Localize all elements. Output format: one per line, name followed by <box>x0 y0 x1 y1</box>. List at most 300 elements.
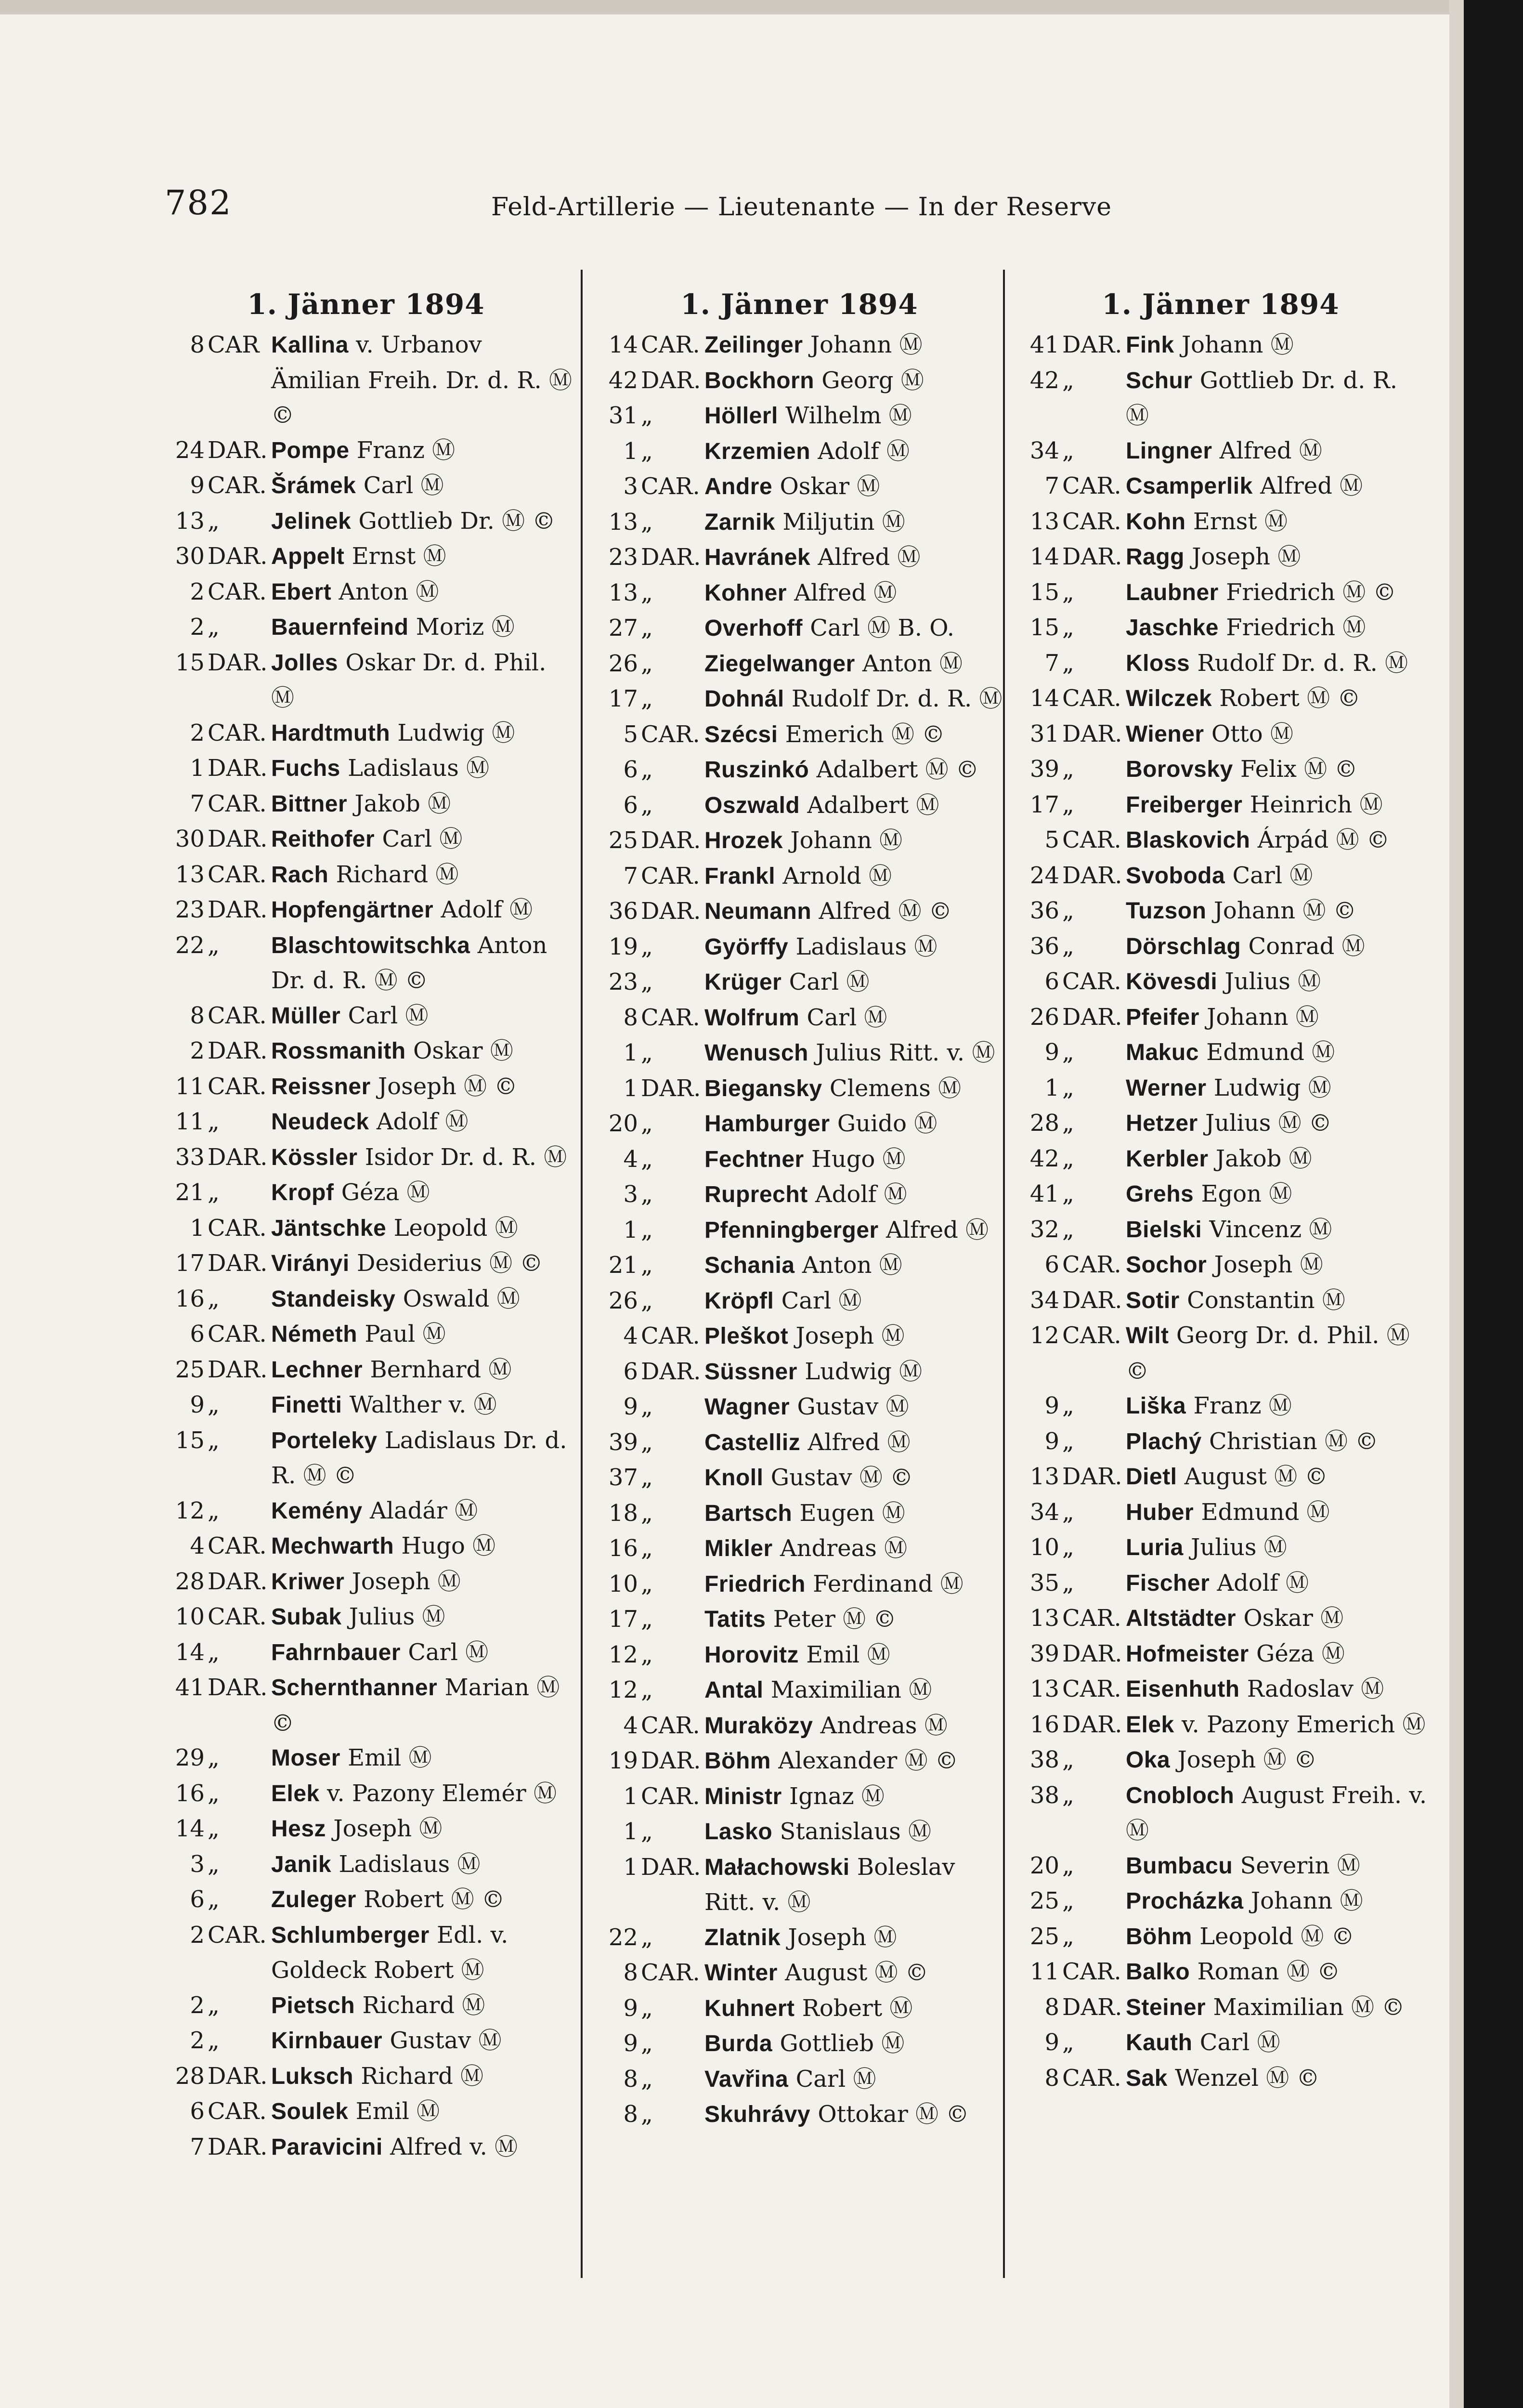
entry-number: 4 <box>623 1322 638 1349</box>
entry-surname: Mikler <box>704 1536 773 1561</box>
entry-surname: Csamperlik <box>1126 473 1253 499</box>
entry-text <box>265 1104 573 1140</box>
entry-number: 41 <box>1029 331 1059 358</box>
entry-details: Johann Ⓜ <box>810 331 923 358</box>
entry-surname: Cnobloch <box>1126 1782 1235 1808</box>
list-item <box>1014 1247 1428 1283</box>
entry-surname: Svoboda <box>1126 863 1225 889</box>
entry-unit: „ <box>1062 1427 1074 1455</box>
entry-number: 13 <box>1029 1463 1059 1490</box>
entry-surname: Ministr <box>704 1783 782 1809</box>
entry-unit: „ <box>208 1497 220 1524</box>
entry-details: Johann Ⓜ <box>790 827 903 854</box>
list-item <box>592 1496 1006 1531</box>
entry-number: 6 <box>623 1358 638 1385</box>
entry-surname: Neumann <box>704 899 812 924</box>
list-item <box>1014 1318 1428 1388</box>
entry-text <box>1120 1388 1428 1424</box>
entry-unit: „ <box>641 1428 653 1456</box>
list-item <box>1014 787 1428 823</box>
entry-text <box>265 2059 573 2094</box>
entry-text <box>1120 1530 1428 1566</box>
entry-number: 6 <box>190 2098 205 2125</box>
entry-text <box>699 2062 1006 2097</box>
entry-surname: Appelt <box>271 544 345 569</box>
entry-number: 6 <box>623 791 638 819</box>
list-item <box>159 645 573 716</box>
list-item <box>159 1882 573 1918</box>
entry-unit: „ <box>641 1641 653 1668</box>
list-item <box>159 1104 573 1140</box>
entry-surname: Małachowski <box>704 1854 850 1880</box>
entry-details: Felix Ⓜ © <box>1240 756 1358 783</box>
entry-number: 26 <box>1029 1003 1059 1031</box>
list-item <box>592 646 1006 682</box>
entry-text <box>1120 2025 1428 2061</box>
entry-number: 31 <box>1029 720 1059 747</box>
entry-details: Robert Ⓜ <box>802 1994 913 2022</box>
entry-text <box>1120 929 1428 965</box>
entry-unit: „ <box>208 1108 220 1135</box>
entry-unit: „ <box>1062 1534 1074 1561</box>
entry-surname: Soulek <box>271 2099 349 2124</box>
entry-surname: Kuhnert <box>704 1995 795 2021</box>
list-item <box>159 822 573 857</box>
entry-text <box>1120 1459 1428 1495</box>
list-item <box>592 1177 1006 1213</box>
entry-text <box>265 1493 573 1529</box>
entry-surname: Blaschtowitschka <box>271 932 470 958</box>
entry-text <box>699 1637 1006 1673</box>
entry-number: 13 <box>608 579 638 606</box>
column-3 <box>1014 284 1428 2096</box>
entry-details: Carl Ⓜ <box>795 2065 876 2093</box>
list-item <box>1014 858 1428 894</box>
list-item <box>592 717 1006 753</box>
entry-unit: DAR. <box>1062 862 1122 889</box>
entry-surname: Balko <box>1126 1959 1190 1985</box>
entry-text <box>265 1211 573 1246</box>
entry-surname: Schernthanner <box>271 1675 438 1701</box>
entry-details: Ludwig Ⓜ <box>1213 1074 1331 1101</box>
entry-number: 9 <box>1044 2029 1059 2056</box>
entry-details: Adolf Ⓜ <box>376 1108 469 1135</box>
entry-surname: Hrozek <box>704 828 783 853</box>
entry-details: Joseph Ⓜ <box>1192 543 1301 570</box>
column-rule-1 <box>581 270 583 2278</box>
list-item <box>592 1920 1006 1956</box>
entry-number: 12 <box>608 1676 638 1703</box>
list-item <box>592 1531 1006 1567</box>
entry-surname: Ziegelwanger <box>704 651 855 677</box>
entry-surname: Friedrich <box>704 1571 806 1597</box>
entry-text <box>699 398 1006 434</box>
entry-surname: Wiener <box>1126 721 1204 747</box>
entry-text <box>699 540 1006 576</box>
entry-text <box>265 1423 573 1493</box>
page-edge-dark <box>1464 0 1523 2408</box>
entry-unit: DAR. <box>208 1568 268 1595</box>
entry-unit: DAR. <box>641 1747 701 1774</box>
entry-surname: Steiner <box>1126 1994 1206 2020</box>
entry-unit: „ <box>641 685 653 712</box>
entry-surname: Bartsch <box>704 1500 793 1526</box>
entry-number: 22 <box>175 931 205 959</box>
entry-surname: Sak <box>1126 2065 1168 2091</box>
entry-surname: Jaschke <box>1126 615 1219 641</box>
entry-surname: Elek <box>271 1780 320 1806</box>
entry-text <box>699 1602 1006 1637</box>
entry-text <box>265 1317 573 1352</box>
entry-text <box>265 2130 573 2165</box>
list-item <box>592 1673 1006 1708</box>
entry-text <box>1120 1672 1428 1707</box>
entry-details: Julius Ⓜ <box>1191 1534 1287 1561</box>
entry-text <box>699 1743 1006 1779</box>
entry-text <box>1120 1707 1428 1743</box>
entry-details: Ignaz Ⓜ <box>789 1782 885 1810</box>
list-item <box>1014 363 1428 433</box>
entry-surname: Burda <box>704 2031 773 2056</box>
entry-number: 11 <box>175 1073 205 1100</box>
entry-surname: Liška <box>1126 1393 1186 1419</box>
running-head: Feld-Artillerie — Lieutenante — In der Reserve <box>491 193 1112 222</box>
entry-surname: Porteleky <box>271 1427 377 1453</box>
entry-number: 17 <box>1029 791 1059 818</box>
entry-details: Carl Ⓜ <box>781 1287 862 1314</box>
entry-number: 36 <box>608 898 638 925</box>
list-item <box>592 505 1006 540</box>
column-2 <box>592 284 1006 2133</box>
entry-unit: DAR. <box>208 1356 268 1383</box>
entry-details: Richard Ⓜ <box>362 1991 485 2019</box>
entry-number: 1 <box>623 1074 638 1102</box>
entry-surname: Lechner <box>271 1357 363 1383</box>
entry-text <box>699 1567 1006 1602</box>
entry-text <box>699 1389 1006 1425</box>
entry-text <box>265 822 573 857</box>
entry-number: 42 <box>1029 1145 1059 1172</box>
list-item <box>159 892 573 928</box>
list-item <box>1014 1778 1428 1848</box>
entry-details: Christian Ⓜ © <box>1209 1427 1379 1455</box>
entry-surname: Fahrnbauer <box>271 1639 401 1665</box>
entry-number: 38 <box>1029 1781 1059 1809</box>
entry-text <box>1120 646 1428 681</box>
entry-unit: „ <box>641 1145 653 1173</box>
entry-surname: Hardtmuth <box>271 720 391 746</box>
entry-details: Carl Ⓜ <box>807 1004 887 1031</box>
entry-unit: „ <box>1062 1852 1074 1879</box>
entry-surname: Höllerl <box>704 403 778 429</box>
entry-unit: „ <box>1062 614 1074 641</box>
entry-unit: DAR. <box>1062 1286 1122 1314</box>
list-item <box>1014 469 1428 504</box>
entry-number: 37 <box>608 1464 638 1491</box>
entry-details: Friedrich Ⓜ © <box>1226 578 1396 606</box>
entry-text <box>265 2094 573 2130</box>
entry-details: Maximilian Ⓜ © <box>1213 1993 1405 2021</box>
entry-text <box>265 1918 573 1988</box>
entry-unit: CAR. <box>641 331 700 358</box>
list-item <box>159 539 573 575</box>
entry-unit: CAR. <box>1062 508 1121 535</box>
entry-unit: CAR. <box>1062 685 1121 712</box>
entry-surname: Werner <box>1126 1075 1207 1101</box>
entry-unit: „ <box>1062 1781 1074 1809</box>
entry-text <box>1120 1742 1428 1778</box>
entry-number: 6 <box>1044 968 1059 995</box>
entry-number: 25 <box>608 827 638 854</box>
entry-text <box>1120 610 1428 646</box>
entry-surname: Makuc <box>1126 1040 1199 1065</box>
entry-surname: Hesz <box>271 1816 326 1842</box>
entry-text <box>699 1850 1006 1920</box>
list-item <box>1014 1495 1428 1531</box>
entry-text <box>265 786 573 822</box>
entry-surname: Pietsch <box>271 1992 355 2018</box>
entry-number: 31 <box>608 402 638 429</box>
entry-details: Alfred Ⓜ <box>818 544 921 571</box>
entry-text <box>1120 504 1428 540</box>
entry-details: Guido Ⓜ <box>837 1110 937 1137</box>
list-item <box>1014 1919 1428 1955</box>
column-heading: 1. Jänner 1894 <box>1102 288 1340 321</box>
entry-number: 7 <box>1044 649 1059 677</box>
entry-text <box>699 788 1006 824</box>
entry-text <box>1120 1000 1428 1035</box>
entry-number: 14 <box>175 1815 205 1842</box>
entry-unit: DAR. <box>1062 1463 1122 1490</box>
entry-surname: Biegansky <box>704 1075 822 1101</box>
entry-unit: CAR. <box>641 1782 700 1810</box>
entry-text <box>265 998 573 1034</box>
entry-surname: Kallina <box>271 332 349 358</box>
entry-details: Anton Ⓜ <box>802 1252 902 1279</box>
entry-number: 7 <box>1044 472 1059 499</box>
entry-list <box>1014 327 1428 2096</box>
entry-details: Carl Ⓜ <box>348 1002 429 1029</box>
entry-text <box>1120 752 1428 787</box>
entry-surname: Kohner <box>704 580 787 606</box>
entry-unit: CAR. <box>641 1004 700 1031</box>
list-item <box>1014 681 1428 717</box>
entry-details: Gustav Ⓜ <box>797 1393 909 1420</box>
entry-text <box>265 857 573 893</box>
list-item <box>159 1282 573 1317</box>
entry-details: Adalbert Ⓜ © <box>816 756 979 783</box>
entry-surname: Hetzer <box>1126 1111 1198 1136</box>
entry-details: Robert Ⓜ © <box>364 1886 505 1913</box>
list-item <box>159 716 573 751</box>
entry-text <box>265 610 573 645</box>
entry-details: Géza Ⓜ <box>341 1179 430 1206</box>
entry-unit: DAR. <box>641 1853 701 1881</box>
entry-surname: Ragg <box>1126 544 1185 570</box>
entry-details: Wilhelm Ⓜ <box>785 402 912 429</box>
entry-unit: CAR. <box>1062 1322 1121 1349</box>
entry-surname: Havránek <box>704 545 811 570</box>
entry-details: Bernhard Ⓜ <box>370 1356 512 1383</box>
entry-list <box>159 327 573 2165</box>
entry-text <box>699 363 1006 399</box>
entry-number: 1 <box>623 437 638 465</box>
entry-details: Ferdinand Ⓜ <box>813 1570 963 1597</box>
entry-unit: DAR. <box>641 544 701 571</box>
list-item <box>1014 433 1428 469</box>
entry-details: Ludwig Ⓜ <box>805 1358 923 1385</box>
page-number: 782 <box>165 183 232 222</box>
entry-unit: CAR. <box>208 1073 267 1100</box>
entry-number: 35 <box>1029 1569 1059 1597</box>
entry-surname: Kössler <box>271 1144 358 1170</box>
list-item <box>159 2023 573 2059</box>
entry-details: Ladislaus Ⓜ <box>795 933 937 960</box>
page-edge-top <box>0 0 1523 14</box>
entry-surname: Standeisky <box>271 1286 396 1312</box>
entry-number: 25 <box>175 1356 205 1383</box>
entry-text <box>699 646 1006 682</box>
list-item <box>592 1000 1006 1036</box>
entry-surname: Jelinek <box>271 508 351 534</box>
entry-surname: Hamburger <box>704 1111 830 1137</box>
entry-unit: „ <box>208 1780 220 1807</box>
entry-surname: Laubner <box>1126 579 1219 605</box>
entry-text <box>265 504 573 539</box>
column-heading: 1. Jänner 1894 <box>680 288 918 321</box>
entry-surname: Elek <box>1126 1712 1174 1738</box>
list-item <box>1014 1636 1428 1672</box>
entry-surname: Castelliz <box>704 1429 801 1455</box>
entry-details: Isidor Dr. d. R. Ⓜ <box>364 1143 567 1171</box>
entry-number: 2 <box>190 719 205 746</box>
entry-number: 13 <box>175 507 205 535</box>
entry-text <box>699 717 1006 753</box>
entry-number: 8 <box>1044 1993 1059 2021</box>
entry-details: Georg Dr. d. Phil. Ⓜ © <box>1126 1322 1410 1385</box>
entry-number: 34 <box>1029 1498 1059 1526</box>
entry-surname: Reissner <box>271 1073 371 1099</box>
entry-text <box>1120 539 1428 575</box>
entry-surname: Lingner <box>1126 438 1212 464</box>
entry-number: 8 <box>190 1002 205 1029</box>
entry-number: 26 <box>608 650 638 677</box>
entry-surname: Borovsky <box>1126 757 1233 782</box>
list-item <box>592 788 1006 824</box>
entry-text <box>1120 1283 1428 1319</box>
entry-surname: Wagner <box>704 1394 790 1420</box>
entry-number: 10 <box>1029 1534 1059 1561</box>
entry-surname: Paravicini <box>271 2134 383 2160</box>
entry-unit: „ <box>641 1606 653 1633</box>
entry-text <box>265 1811 573 1847</box>
entry-text <box>265 575 573 610</box>
list-item <box>592 1602 1006 1637</box>
entry-text <box>1120 575 1428 611</box>
entry-text <box>699 894 1006 929</box>
entry-unit: „ <box>641 1994 653 2022</box>
entry-number: 25 <box>1029 1887 1059 1914</box>
entry-unit: „ <box>208 1179 220 1206</box>
list-item <box>159 1988 573 2024</box>
entry-surname: Moser <box>271 1745 340 1771</box>
entry-surname: Müller <box>271 1003 341 1029</box>
entry-text <box>265 1034 573 1069</box>
list-item <box>1014 1212 1428 1248</box>
entry-unit: DAR. <box>208 2133 268 2160</box>
list-item <box>159 751 573 786</box>
entry-number: 13 <box>1029 508 1059 535</box>
entry-details: Vincenz Ⓜ <box>1209 1216 1332 1243</box>
entry-details: Moriz Ⓜ <box>416 614 515 641</box>
entry-details: Carl Ⓜ <box>789 968 870 995</box>
entry-text <box>265 1599 573 1635</box>
entry-surname: Skuhrávy <box>704 2102 811 2127</box>
entry-text <box>699 1248 1006 1283</box>
entry-unit: „ <box>641 615 653 641</box>
entry-details: Friedrich Ⓜ <box>1226 614 1366 641</box>
entry-details: Eugen Ⓜ <box>799 1499 905 1527</box>
entry-number: 9 <box>623 2030 638 2057</box>
list-item <box>159 327 573 433</box>
entry-details: Alfred v. Ⓜ <box>390 2133 518 2160</box>
entry-text <box>265 1741 573 1776</box>
entry-text <box>699 1460 1006 1496</box>
entry-text <box>1120 1884 1428 1919</box>
list-item <box>159 2130 573 2165</box>
list-item <box>159 1847 573 1883</box>
list-item <box>159 1918 573 1988</box>
entry-details: Rudolf Dr. d. R. Ⓜ <box>1197 649 1408 677</box>
entry-unit: „ <box>1062 1569 1074 1597</box>
entry-text <box>265 892 573 928</box>
entry-text <box>1120 717 1428 752</box>
entry-unit: „ <box>641 1464 653 1491</box>
list-item <box>159 1034 573 1069</box>
entry-unit: „ <box>1062 1039 1074 1066</box>
entry-details: Wenzel Ⓜ © <box>1175 2064 1320 2092</box>
entry-unit: CAR. <box>1062 826 1121 853</box>
entry-number: 5 <box>1044 826 1059 853</box>
entry-text <box>265 1529 573 1564</box>
entry-unit: CAR. <box>208 1603 267 1630</box>
list-item <box>1014 1566 1428 1601</box>
list-item <box>159 433 573 469</box>
entry-unit: CAR. <box>1062 472 1121 499</box>
entry-unit: DAR. <box>208 2062 268 2090</box>
list-item <box>1014 504 1428 540</box>
entry-text <box>1120 1601 1428 1636</box>
entry-surname: Ebert <box>271 579 332 605</box>
entry-unit: „ <box>641 1499 653 1527</box>
entry-details: Julius Ⓜ <box>1224 968 1321 995</box>
list-item <box>1014 1601 1428 1636</box>
entry-text <box>699 327 1006 363</box>
entry-surname: Frankl <box>704 863 776 889</box>
entry-text <box>1120 1778 1428 1848</box>
entry-number: 24 <box>175 436 205 464</box>
entry-unit: „ <box>641 402 653 429</box>
list-item <box>592 823 1006 859</box>
entry-unit: „ <box>641 1818 653 1845</box>
entry-unit: DAR. <box>208 1674 268 1701</box>
entry-unit: CAR. <box>208 1532 267 1559</box>
list-item <box>1014 575 1428 611</box>
entry-unit: CAR. <box>208 1002 267 1029</box>
entry-text <box>699 2026 1006 2062</box>
entry-unit: „ <box>208 507 220 535</box>
entry-number: 15 <box>1029 614 1059 641</box>
